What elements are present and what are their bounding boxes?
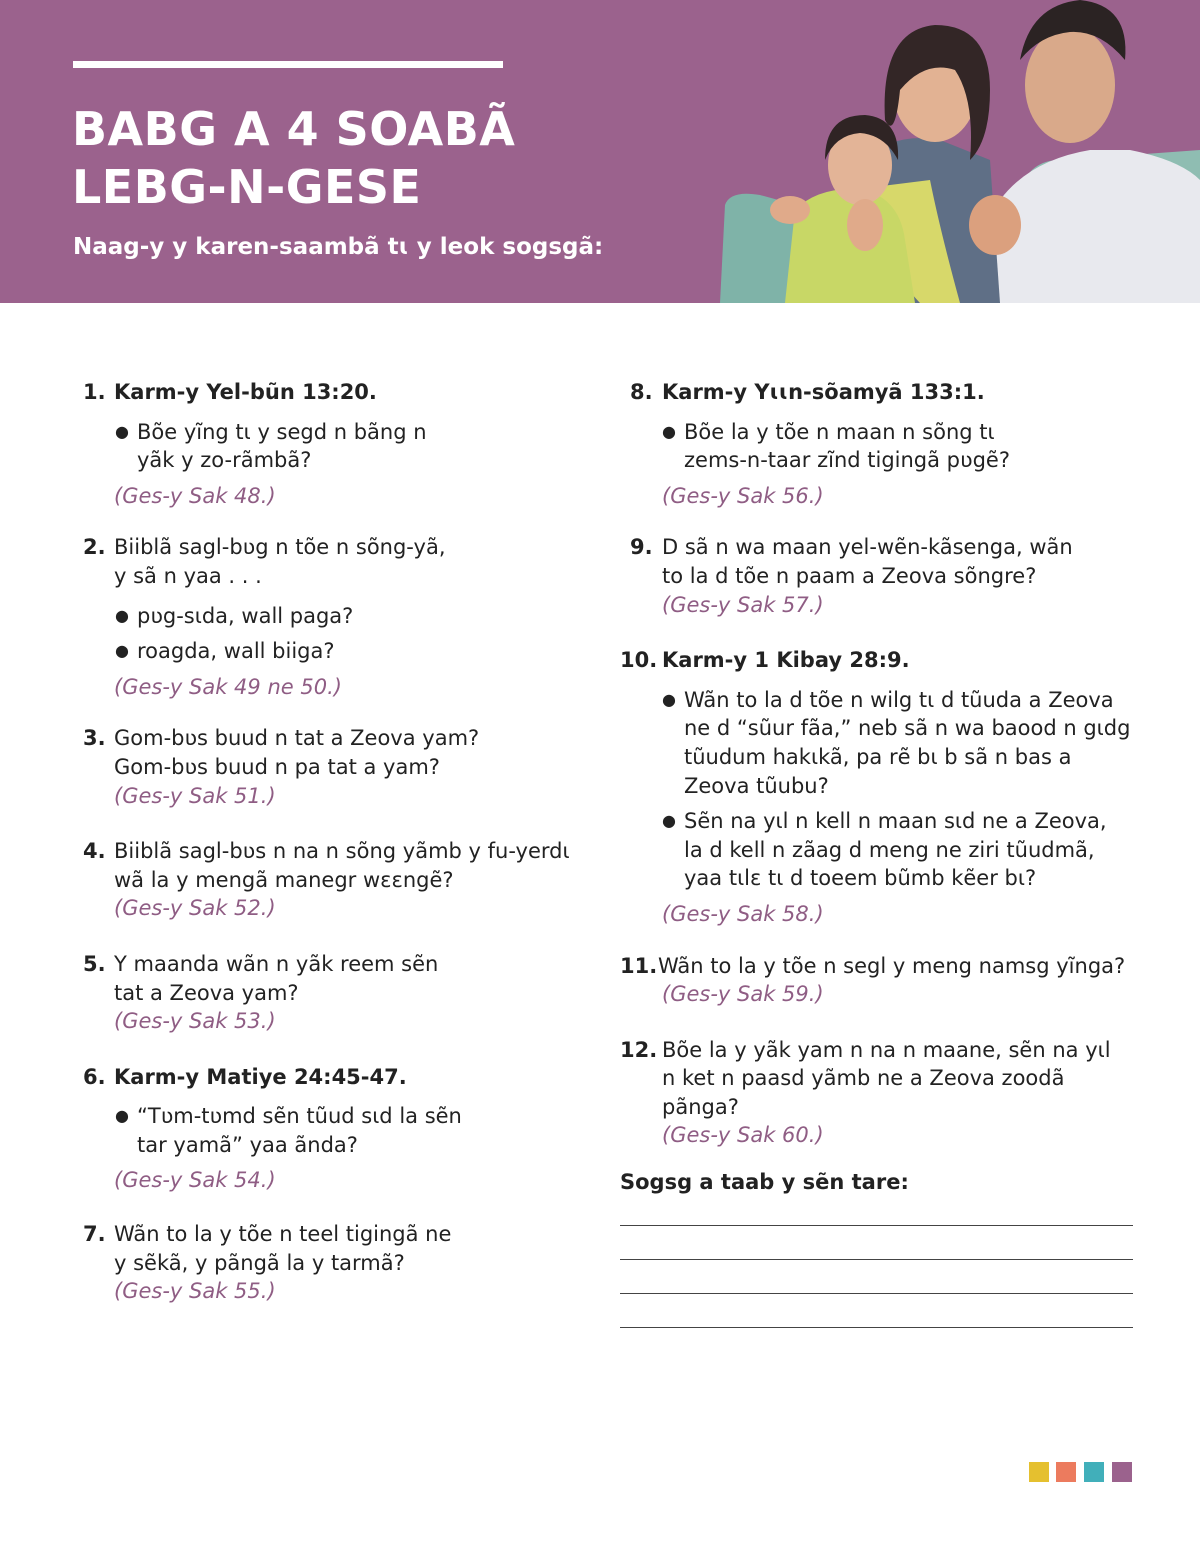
questions-left-column (83, 378, 583, 1306)
question-number: 8. (630, 380, 653, 404)
bullet-item: ● “Tʋm-tʋmd sẽn tũud sɩd la sẽn tar yamã” yaa ãnda? (115, 1102, 467, 1159)
header-banner (0, 0, 1200, 303)
question-text: Y maanda wãn n yãk reem sẽn tat a Zeova yam? (114, 951, 439, 1005)
decorative-square-yellow (1029, 1462, 1049, 1482)
bullet-item: ● roagda, wall biiga? (115, 637, 583, 666)
question-text: Karm-y Yel-bũn 13:20. (114, 380, 377, 404)
question-text: Biiblã sagl-bʋs n na n sõng yãmb y fu-yerdɩ wã la y mengã manegr wɛɛngẽ? (114, 839, 570, 892)
bullet-list (620, 418, 1140, 475)
question-number: 4. (83, 839, 106, 864)
reference-text: (Ges-y Sak 55.) (114, 1279, 276, 1304)
question-10 (620, 646, 1140, 928)
bullet-item: ● Bõe yĩng tɩ y segd n bãng n yãk y zo-rãmbã? (115, 418, 447, 475)
question-number: 11. (620, 953, 658, 978)
question-text: Biiblã sagl-bʋg n tõe n sõng-yã, y sã n yaa . . . (114, 535, 446, 588)
question-1 (83, 378, 583, 510)
page-title: BABG A 4 SOABÃ LEBG-N-GESE (72, 102, 516, 214)
question-2 (83, 533, 583, 701)
question-number: 10. (620, 648, 658, 673)
bullet-list (83, 602, 583, 666)
question-number: 12. (620, 1037, 658, 1062)
notes-label: Sogsg a taab y sẽn tare: (620, 1170, 909, 1194)
bullet-item: ● Wãn to la d tõe n wilg tɩ d tũuda a Zeova ne d “sũur fãa,” neb sã n wa baood n gɩdg tũudum hakɩkã, pa rẽ bɩ b sã n bas a Zeova tũubu? (662, 686, 1136, 800)
reference-text: (Ges-y Sak 48.) (114, 483, 276, 508)
question-text: Karm-y Matiye 24:45-47. (114, 1064, 407, 1089)
bullet-list (83, 418, 583, 475)
question-12 (620, 1036, 1140, 1150)
reference-text: (Ges-y Sak 56.) (662, 483, 824, 508)
reference-text: (Ges-y Sak 52.) (114, 896, 276, 921)
question-text: Wãn to la y tõe n teel tigingã ne y sẽkã, y pãngã la y tarmã? (114, 1222, 452, 1275)
reference-text: (Ges-y Sak 49 ne 50.) (114, 674, 342, 699)
header-rule (73, 61, 503, 68)
bullet-item: ● pʋg-sɩda, wall paga? (115, 602, 583, 631)
reference-text: (Ges-y Sak 53.) (114, 1009, 276, 1034)
question-8 (620, 378, 1140, 510)
notes-line (620, 1259, 1133, 1260)
bullet-list (83, 1102, 583, 1159)
reference-text: (Ges-y Sak 57.) (662, 592, 824, 617)
family-praying-illustration (700, 0, 1200, 303)
notes-line (620, 1293, 1133, 1294)
question-number: 5. (83, 951, 106, 976)
question-4 (83, 837, 583, 923)
notes-line (620, 1225, 1133, 1226)
question-text: D sã n wa maan yel-wẽn-kãsenga, wãn to la d tõe n paam a Zeova sõngre? (662, 535, 1073, 588)
reference-text: (Ges-y Sak 59.) (662, 982, 824, 1007)
question-text: Bõe la y yãk yam n na n maane, sẽn na yɩl n ket n paasd yãmb ne a Zeova zoodã pãnga? (662, 1037, 1111, 1119)
question-number: 9. (630, 535, 653, 560)
question-3 (83, 724, 583, 810)
notes-line (620, 1327, 1133, 1328)
question-text: Gom-bʋs buud n tat a Zeova yam? Gom-bʋs buud n pa tat a yam? (114, 726, 480, 779)
question-number: 6. (83, 1064, 106, 1089)
decorative-square-orange (1056, 1462, 1076, 1482)
bullet-item: ● Sẽn na yɩl n kell n maan sɩd ne a Zeova, la d kell n zãag d meng ne ziri tũudmã, yaa tɩlɛ tɩ d toeem bũmb kẽer bɩ? (662, 807, 1124, 893)
question-text: Karm-y 1 Kibay 28:9. (662, 648, 910, 673)
page-subtitle: Naag-y y karen-saambã tɩ y leok sogsgã: (73, 234, 604, 260)
question-5 (83, 950, 583, 1036)
question-7 (83, 1220, 583, 1306)
question-number: 2. (83, 535, 106, 560)
bullet-list (620, 686, 1140, 893)
decorative-square-purple (1112, 1462, 1132, 1482)
question-number: 3. (83, 726, 106, 751)
question-9 (620, 533, 1140, 619)
question-11 (620, 952, 1140, 1009)
decorative-square-teal (1084, 1462, 1104, 1482)
questions-right-column (620, 378, 1140, 1150)
question-number: 7. (83, 1222, 106, 1247)
question-number: 1. (83, 380, 106, 404)
reference-text: (Ges-y Sak 51.) (114, 783, 276, 808)
bullet-item: ● Bõe la y tõe n maan n sõng tɩ zems-n-taar zĩnd tigingã pʋgẽ? (662, 418, 1024, 475)
question-6 (83, 1063, 583, 1195)
reference-text: (Ges-y Sak 58.) (662, 901, 824, 926)
reference-text: (Ges-y Sak 54.) (114, 1168, 276, 1193)
question-text: Karm-y Yɩɩn-sõamyã 133:1. (662, 380, 985, 404)
reference-text: (Ges-y Sak 60.) (662, 1123, 824, 1148)
question-text: Wãn to la y tõe n segl y meng namsg yĩnga? (658, 953, 1126, 978)
